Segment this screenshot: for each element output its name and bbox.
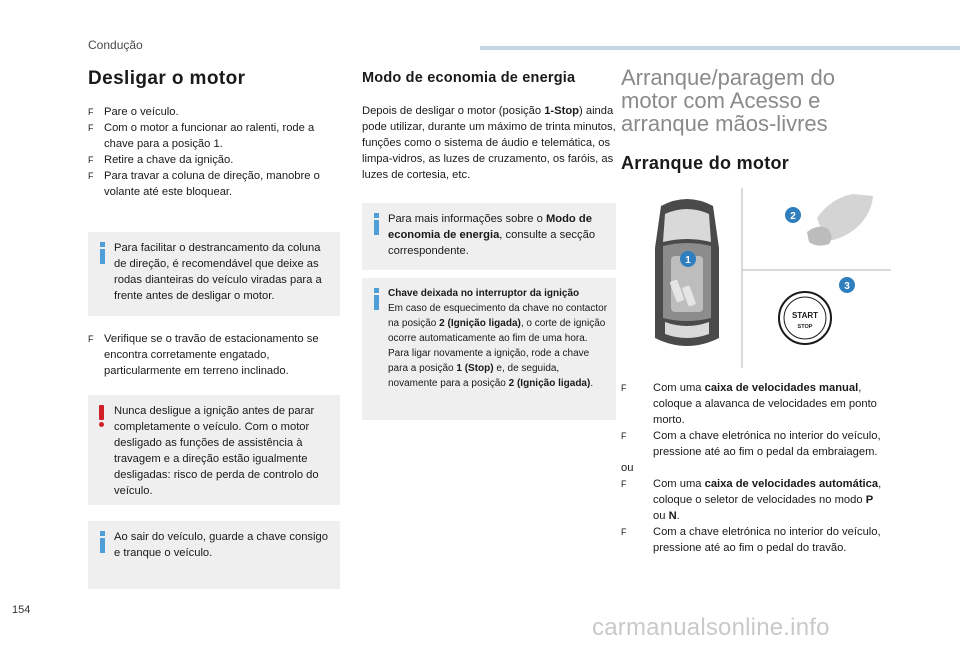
column-desligar (88, 66, 340, 589)
list-item: F Com uma caixa de velocidades manual, coloque a alavanca de velocidades em ponto morto. (621, 382, 877, 426)
title-arranque: Arranque/paragem do motor com Acesso e arranque mãos-livres (621, 65, 836, 136)
column-arranque (621, 66, 911, 556)
foot-pedal-icon (807, 194, 873, 246)
warning-note: Nunca desligue a ignição antes de parar completamente o veículo. Com o motor desligado as funções de assistência à travagem e a direção estão igualmente desligadas: risco de perda de controlo do veículo. (88, 395, 340, 505)
list-item: F Retire a chave da ignição. (88, 154, 234, 166)
info-note: Para mais informações sobre o Modo de economia de energia, consulte a secção correspondente. (362, 203, 616, 270)
header-bar (480, 46, 960, 50)
info-icon (98, 242, 106, 264)
start-figure (621, 188, 891, 368)
or-label: ou (621, 462, 634, 474)
svg-text:1: 1 (685, 255, 691, 266)
paragraph: Depois de desligar o motor (posição 1-Stop) ainda pode utilizar, durante um máximo de trinta minutos, funções como o sistema de áudio e telemática, os limpa-vidros, as luzes de cruzamento, os faróis, as luzes de cortesia, etc. (362, 105, 616, 181)
info-icon (98, 531, 106, 553)
list-item: F Para travar a coluna de direção, manobre o volante até este bloquear. (88, 170, 320, 198)
car-icon (655, 199, 719, 346)
title-economia: Modo de economia de energia (362, 70, 576, 86)
start-instructions (621, 380, 883, 556)
watermark: carmanualsonline.info (592, 614, 830, 641)
info-icon (372, 288, 380, 310)
list-item: F Com a chave eletrónica no interior do veículo, pressione até ao fim o pedal do travão. (621, 526, 881, 554)
list-item: F Com o motor a funcionar ao ralenti, rode a chave para a posição 1. (88, 122, 315, 150)
column-economia (362, 66, 616, 420)
section-header: Condução (88, 38, 143, 52)
info-note: Para facilitar o destrancamento da coluna de direção, é recomendável que deixe as rodas dianteiras do veículo viradas para a frente antes de desligar o motor. (88, 232, 340, 316)
warning-icon (98, 405, 106, 427)
svg-text:3: 3 (844, 281, 850, 292)
svg-text:START: START (791, 311, 819, 320)
subtitle-arranque: Arranque do motor (621, 153, 790, 173)
info-note-key: Chave deixada no interruptor da ignição Em caso de esquecimento da chave no contactor na posição 2 (Ignição ligada), o corte de ignição ocorre automaticamente ao fim de uma hora. Para ligar novamente a ignição, rode a chave para a posição 1 (Stop) e, de seguida, novamente para a posição 2 (Ignição ligada). (362, 278, 616, 420)
list-item: F Pare o veículo. (88, 106, 179, 118)
list-item: F Com a chave eletrónica no interior do veículo, pressione até ao fim o pedal da embraiagem. (621, 430, 881, 458)
list-item: F Verifique se o travão de estacionamento se encontra corretamente engatado, particularmente em terreno inclinado. (88, 333, 319, 377)
start-stop-button-icon (779, 292, 831, 344)
svg-text:2: 2 (790, 211, 796, 222)
page-number: 154 (12, 604, 31, 616)
title-desligar: Desligar o motor (88, 68, 246, 89)
info-note: Ao sair do veículo, guarde a chave consigo e tranque o veículo. (88, 521, 340, 589)
info-icon (372, 213, 380, 235)
bullet-list (88, 104, 340, 200)
list-item: F Com uma caixa de velocidades automática, coloque o seletor de velocidades no modo P ou N. (621, 478, 882, 522)
svg-text:STOP: STOP (797, 324, 813, 330)
